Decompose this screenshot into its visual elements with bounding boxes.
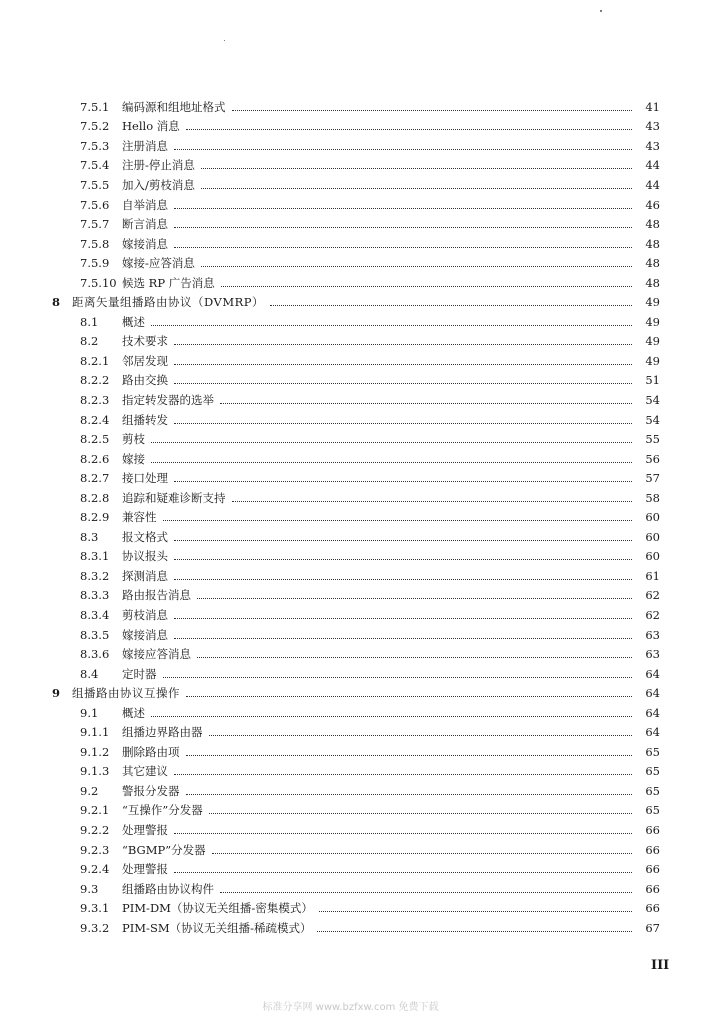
toc-entry-title: PIM-DM（协议无关组播-密集模式） xyxy=(122,901,313,916)
toc-entry-page: 65 xyxy=(645,764,660,779)
toc-entry-title: 剪枝 xyxy=(122,432,145,447)
toc-entry-number: 8.1 xyxy=(80,314,99,329)
toc-entry-title: 删除路由项 xyxy=(122,744,180,759)
toc-entry-title: 嫁接消息 xyxy=(122,627,168,642)
toc-entry-page: 48 xyxy=(645,236,660,251)
toc-entry xyxy=(52,547,660,567)
toc-entry-page: 56 xyxy=(645,451,660,466)
toc-entry-page: 64 xyxy=(645,666,660,681)
toc-entry xyxy=(52,292,660,312)
toc-entry-page: 57 xyxy=(645,471,660,486)
scan-speck xyxy=(600,10,602,12)
toc-entry xyxy=(52,625,660,645)
toc-entry xyxy=(52,723,660,743)
toc-entry xyxy=(52,507,660,527)
dot-leader xyxy=(174,832,632,834)
toc-entry-page: 64 xyxy=(645,686,660,701)
toc-entry-number: 7.5.7 xyxy=(80,217,110,232)
dot-leader xyxy=(317,930,632,932)
toc-entry-number: 8.2.8 xyxy=(80,490,110,505)
toc-entry-page: 58 xyxy=(645,490,660,505)
dot-leader xyxy=(174,148,632,150)
toc-entry-number: 8.2.4 xyxy=(80,412,110,427)
toc-entry-page: 65 xyxy=(645,744,660,759)
toc-entry-title: 其它建议 xyxy=(122,764,168,779)
toc-entry-title: 编码源和组地址格式 xyxy=(122,99,226,114)
toc-entry-number: 9.3 xyxy=(80,881,99,896)
toc-entry xyxy=(52,605,660,625)
toc-entry xyxy=(52,371,660,391)
dot-leader xyxy=(151,441,632,443)
dot-leader xyxy=(186,793,633,795)
toc-entry-title: 探测消息 xyxy=(122,568,168,583)
toc-entry-title: 自举消息 xyxy=(122,197,168,212)
toc-entry-title: 嫁接-应答消息 xyxy=(122,256,195,271)
toc-entry xyxy=(52,527,660,547)
toc-entry-number: 8.2.2 xyxy=(80,373,110,388)
toc-entry-number: 8.2.9 xyxy=(80,510,110,525)
toc-entry-number: 8.3 xyxy=(80,529,99,544)
toc-entry-page: 63 xyxy=(645,647,660,662)
dot-leader xyxy=(174,246,632,248)
toc-entry-number: 8.3.6 xyxy=(80,647,110,662)
toc-entry-page: 48 xyxy=(645,217,660,232)
dot-leader xyxy=(232,500,633,502)
dot-leader xyxy=(151,715,632,717)
toc-entry xyxy=(52,762,660,782)
toc-entry-title: 组播路由协议互操作 xyxy=(72,686,180,701)
toc-entry-number: 7.5.1 xyxy=(80,99,110,114)
toc-entry xyxy=(52,840,660,860)
toc-entry-page: 66 xyxy=(645,862,660,877)
dot-leader xyxy=(186,695,632,697)
toc-entry-number: 8.2.7 xyxy=(80,471,110,486)
dot-leader xyxy=(197,597,632,599)
toc-entry xyxy=(52,136,660,156)
toc-entry-number: 9.3.2 xyxy=(80,920,110,935)
toc-entry-page: 66 xyxy=(645,842,660,857)
dot-leader xyxy=(174,226,632,228)
toc-entry-title: 嫁接 xyxy=(122,451,145,466)
toc-entry-number: 8.2.6 xyxy=(80,451,110,466)
toc-entry-page: 44 xyxy=(645,177,660,192)
toc-entry-title: 协议报头 xyxy=(122,549,168,564)
toc-entry xyxy=(52,332,660,352)
toc-entry-title: “互操作”分发器 xyxy=(122,803,203,818)
dot-leader xyxy=(151,461,632,463)
toc-entry-title: 技术要求 xyxy=(122,334,168,349)
toc-entry-number: 8.2 xyxy=(80,334,99,349)
dot-leader xyxy=(163,676,633,678)
scan-speck xyxy=(224,40,225,41)
toc-entry-number: 8.4 xyxy=(80,666,99,681)
toc-entry-page: 41 xyxy=(645,99,660,114)
toc-entry xyxy=(52,410,660,430)
toc-entry-page: 46 xyxy=(645,197,660,212)
dot-leader xyxy=(174,422,632,424)
toc-entry-title: 邻居发现 xyxy=(122,353,168,368)
toc-entry-number: 9.2.2 xyxy=(80,823,110,837)
toc-entry-number: 9.1.2 xyxy=(80,744,110,759)
toc-entry xyxy=(52,175,660,195)
toc-entry-title: 距离矢量组播路由协议（DVMRP） xyxy=(72,295,264,310)
toc-entry-title: 组播边界路由器 xyxy=(122,725,203,740)
toc-entry-page: 65 xyxy=(645,803,660,818)
toc-entry-page: 63 xyxy=(645,627,660,642)
toc-entry-number: 7.5.10 xyxy=(80,275,117,290)
toc-entry-page: 49 xyxy=(645,353,660,368)
toc-entry-title: PIM-SM（协议无关组播-稀疏模式） xyxy=(122,920,312,935)
toc-entry xyxy=(52,742,660,762)
toc-entry-title: 处理警报 xyxy=(122,823,168,837)
toc-entry-page: 60 xyxy=(645,529,660,544)
dot-leader xyxy=(186,128,632,130)
toc-entry xyxy=(52,468,660,488)
dot-leader xyxy=(197,656,632,658)
toc-entry-number: 8.3.3 xyxy=(80,588,110,603)
toc-entry-number: 8.3.2 xyxy=(80,568,110,583)
dot-leader xyxy=(151,324,632,326)
toc-entry-number: 7.5.4 xyxy=(80,158,110,173)
toc-entry xyxy=(52,586,660,606)
watermark: 标准分享网 www.bzfxw.com 免费下载 xyxy=(262,1002,439,1013)
toc-entry-page: 49 xyxy=(645,334,660,349)
dot-leader xyxy=(174,871,632,873)
toc-entry xyxy=(52,312,660,332)
toc-entry-page: 64 xyxy=(645,705,660,720)
toc-entry-title: 路由交换 xyxy=(122,373,168,388)
toc-entry-page: 51 xyxy=(645,373,660,388)
toc-entry xyxy=(52,253,660,273)
toc-entry xyxy=(52,820,660,840)
toc-entry-number: 9.1 xyxy=(80,705,99,720)
toc-entry xyxy=(52,683,660,703)
toc-entry xyxy=(52,703,660,723)
dot-leader xyxy=(174,363,632,365)
toc-entry xyxy=(52,429,660,449)
toc-entry xyxy=(52,390,660,410)
toc-entry-number: 8.2.1 xyxy=(80,353,110,368)
toc-entry-title: 概述 xyxy=(122,705,145,720)
toc-entry-title: 路由报告消息 xyxy=(122,588,191,603)
dot-leader xyxy=(212,852,632,854)
toc-entry-page: 62 xyxy=(645,588,660,603)
toc-entry-number: 7.5.9 xyxy=(80,256,110,271)
toc-entry-title: 报文格式 xyxy=(122,529,168,544)
dot-leader xyxy=(220,402,632,404)
toc-entry xyxy=(52,488,660,508)
dot-leader xyxy=(209,734,633,736)
toc-entry xyxy=(52,117,660,137)
toc-entry-title: 组播路由协议构件 xyxy=(122,881,214,896)
toc-entry-number: 9.2.1 xyxy=(80,803,110,818)
toc-entry-page: 48 xyxy=(645,275,660,290)
toc-entry-title: 定时器 xyxy=(122,666,157,681)
toc-entry-title: 组播转发 xyxy=(122,412,168,427)
toc-entry-page: 54 xyxy=(645,412,660,427)
table-of-contents xyxy=(52,97,660,938)
toc-entry-title: 警报分发器 xyxy=(122,783,180,798)
dot-leader xyxy=(174,382,632,384)
toc-entry-title: 剪枝消息 xyxy=(122,607,168,622)
toc-entry-page: 49 xyxy=(645,295,660,310)
toc-entry-page: 43 xyxy=(645,138,660,153)
dot-leader xyxy=(209,812,632,814)
toc-entry-number: 8.3.1 xyxy=(80,549,110,564)
toc-entry-number: 8.2.3 xyxy=(80,392,110,407)
dot-leader xyxy=(201,265,632,267)
toc-entry xyxy=(52,898,660,918)
dot-leader xyxy=(174,558,632,560)
toc-entry xyxy=(52,859,660,879)
toc-entry xyxy=(52,156,660,176)
toc-entry-title: 处理警报 xyxy=(122,862,168,877)
toc-entry-number: 7.5.8 xyxy=(80,236,110,251)
toc-entry xyxy=(52,664,660,684)
toc-entry-number: 9.2.4 xyxy=(80,862,110,877)
dot-leader xyxy=(174,578,632,580)
toc-entry-page: 43 xyxy=(645,119,660,134)
toc-entry-title: 候选 RP 广告消息 xyxy=(122,275,215,290)
dot-leader xyxy=(174,480,632,482)
toc-entry-number: 7.5.6 xyxy=(80,197,110,212)
toc-entry xyxy=(52,234,660,254)
toc-entry-number: 9.2 xyxy=(80,783,99,798)
toc-entry-page: 61 xyxy=(645,568,660,583)
toc-entry xyxy=(52,781,660,801)
toc-entry-page: 65 xyxy=(645,783,660,798)
toc-entry-title: 注册消息 xyxy=(122,138,168,153)
toc-entry xyxy=(52,644,660,664)
toc-entry xyxy=(52,566,660,586)
toc-entry-page: 66 xyxy=(645,881,660,896)
toc-entry-page: 60 xyxy=(645,549,660,564)
toc-entry-page: 66 xyxy=(645,901,660,916)
toc-entry-title: 概述 xyxy=(122,314,145,329)
toc-entry-page: 54 xyxy=(645,392,660,407)
toc-entry-page: 55 xyxy=(645,432,660,447)
dot-leader xyxy=(201,167,632,169)
toc-entry-page: 60 xyxy=(645,510,660,525)
toc-entry-title: 指定转发器的选举 xyxy=(122,392,214,407)
dot-leader xyxy=(174,773,632,775)
toc-entry-title: 断言消息 xyxy=(122,217,168,232)
dot-leader xyxy=(174,207,632,209)
toc-entry xyxy=(52,214,660,234)
dot-leader xyxy=(232,109,633,111)
dot-leader xyxy=(220,891,632,893)
toc-entry xyxy=(52,273,660,293)
toc-entry xyxy=(52,351,660,371)
toc-entry-page: 49 xyxy=(645,314,660,329)
toc-entry-page: 62 xyxy=(645,607,660,622)
toc-entry-number: 8.3.5 xyxy=(80,627,110,642)
toc-entry-title: 加入/剪枝消息 xyxy=(122,177,195,192)
dot-leader xyxy=(270,304,632,306)
toc-entry-number: 9.3.1 xyxy=(80,901,110,916)
toc-entry-title: 嫁接应答消息 xyxy=(122,647,191,662)
toc-entry xyxy=(52,879,660,899)
dot-leader xyxy=(319,910,632,912)
toc-entry-number: 7.5.2 xyxy=(80,119,110,134)
dot-leader xyxy=(174,539,632,541)
toc-entry-title: 接口处理 xyxy=(122,471,168,486)
dot-leader xyxy=(174,637,632,639)
toc-entry-title: 追踪和疑难诊断支持 xyxy=(122,490,226,505)
toc-entry-number: 9.2.3 xyxy=(80,842,110,857)
toc-entry-number: 8.2.5 xyxy=(80,432,110,447)
toc-entry-number: 9 xyxy=(52,686,61,701)
toc-entry-page: 44 xyxy=(645,158,660,173)
toc-entry-number: 7.5.5 xyxy=(80,177,110,192)
dot-leader xyxy=(201,187,632,189)
toc-entry-page: 67 xyxy=(645,920,660,935)
toc-entry-title: Hello 消息 xyxy=(122,119,180,134)
toc-entry xyxy=(52,195,660,215)
toc-entry-number: 9.1.1 xyxy=(80,725,110,740)
dot-leader xyxy=(174,617,632,619)
toc-entry-title: “BGMP”分发器 xyxy=(122,842,206,857)
page-folio: III xyxy=(651,958,670,973)
toc-entry-page: 66 xyxy=(645,823,660,837)
toc-entry-title: 兼容性 xyxy=(122,510,157,525)
dot-leader xyxy=(174,343,632,345)
dot-leader xyxy=(221,285,632,287)
dot-leader xyxy=(163,519,633,521)
toc-entry xyxy=(52,801,660,821)
toc-entry-title: 嫁接消息 xyxy=(122,236,168,251)
toc-entry-number: 7.5.3 xyxy=(80,138,110,153)
dot-leader xyxy=(186,754,633,756)
toc-entry-page: 48 xyxy=(645,256,660,271)
toc-entry-page: 64 xyxy=(645,725,660,740)
toc-entry-title: 注册-停止消息 xyxy=(122,158,195,173)
toc-entry-number: 9.1.3 xyxy=(80,764,110,779)
toc-entry-number: 8 xyxy=(52,295,61,310)
toc-entry xyxy=(52,918,660,938)
toc-entry xyxy=(52,449,660,469)
toc-entry-number: 8.3.4 xyxy=(80,607,110,622)
toc-entry xyxy=(52,97,660,117)
